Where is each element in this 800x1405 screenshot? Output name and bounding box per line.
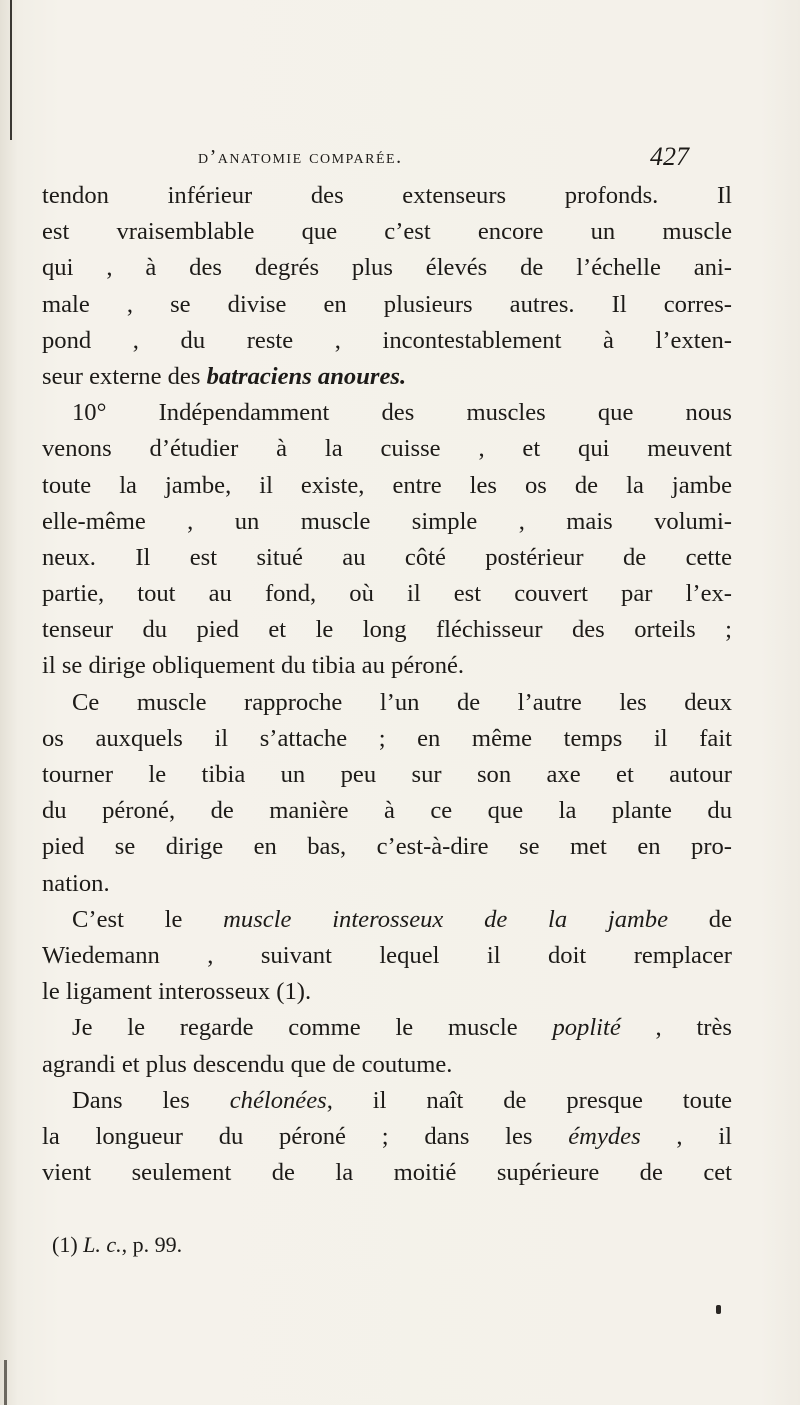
text-segment: Dans les bbox=[72, 1086, 230, 1114]
text-line bbox=[42, 287, 732, 323]
text-segment: pond , du reste , incontestablement à l’exten- bbox=[42, 326, 732, 354]
text-line bbox=[42, 214, 732, 250]
text-segment: venons d’étudier à la cuisse , et qui meuvent bbox=[42, 435, 732, 463]
footnote-page: , p. 99. bbox=[121, 1232, 183, 1257]
binding-edge-bottom bbox=[4, 1360, 7, 1405]
text-line bbox=[42, 866, 732, 902]
text-segment: est vraisemblable que c’est encore un muscle bbox=[42, 218, 732, 246]
text-segment: seur externe des bbox=[42, 362, 207, 390]
text-segment: vient seulement de la moitié supérieure de cet bbox=[42, 1159, 732, 1187]
italic-term: chélonées bbox=[229, 1086, 327, 1114]
text-segment: , très bbox=[620, 1014, 732, 1042]
text-segment: Wiedemann , suivant lequel il doit remplacer bbox=[42, 941, 732, 969]
body-text bbox=[42, 178, 732, 1191]
running-head bbox=[198, 142, 698, 174]
text-line bbox=[42, 685, 732, 721]
text-line bbox=[42, 721, 732, 757]
text-segment: agrandi et plus descendu que de coutume. bbox=[42, 1050, 453, 1078]
page-number: 427 bbox=[650, 142, 689, 171]
text-line bbox=[42, 576, 732, 612]
text-segment: du péroné, de manière à ce que la plante du bbox=[42, 797, 732, 825]
text-line bbox=[42, 1047, 732, 1083]
text-segment: Ce muscle rapproche l’un de l’autre les deux bbox=[72, 688, 732, 716]
ink-speck bbox=[716, 1305, 721, 1314]
text-segment: elle-même , un muscle simple , mais volumi- bbox=[42, 507, 732, 535]
text-segment: pied se dirige en bas, c’est-à-dire se met en pro- bbox=[42, 833, 732, 861]
text-segment: male , se divise en plusieurs autres. Il corres- bbox=[42, 290, 732, 318]
italic-term: émydes bbox=[568, 1122, 641, 1150]
text-line bbox=[42, 323, 732, 359]
text-line bbox=[42, 1119, 732, 1155]
text-line bbox=[42, 178, 732, 214]
text-segment: os auxquels il s’attache ; en même temps il fait bbox=[42, 724, 732, 752]
text-line bbox=[42, 612, 732, 648]
text-segment: le ligament interosseux (1). bbox=[42, 978, 312, 1006]
text-line bbox=[42, 1010, 732, 1046]
text-line bbox=[42, 1083, 732, 1119]
text-line bbox=[42, 938, 732, 974]
running-title: d’anatomie comparée. bbox=[198, 146, 403, 168]
text-segment: C’est le bbox=[72, 905, 224, 933]
text-line bbox=[42, 902, 732, 938]
italic-term: batraciens anoures. bbox=[206, 362, 407, 390]
text-segment: la longueur du péroné ; dans les bbox=[42, 1122, 569, 1150]
text-segment: toute la jambe, il existe, entre les os de la jambe bbox=[42, 471, 732, 499]
text-line bbox=[42, 431, 732, 467]
text-line bbox=[42, 1155, 732, 1191]
footnote-marker: (1) bbox=[52, 1232, 78, 1257]
text-line bbox=[42, 648, 732, 684]
binding-edge bbox=[10, 0, 12, 140]
footnote-reference: L. c. bbox=[83, 1232, 122, 1257]
text-line bbox=[42, 974, 732, 1010]
text-line bbox=[42, 757, 732, 793]
text-line bbox=[42, 504, 732, 540]
text-line bbox=[42, 359, 732, 395]
text-line bbox=[42, 540, 732, 576]
text-segment: de bbox=[668, 905, 732, 933]
footnote bbox=[52, 1232, 182, 1258]
text-segment: nation. bbox=[42, 869, 110, 897]
text-segment: il se dirige obliquement du tibia au péroné. bbox=[42, 652, 465, 680]
text-line bbox=[42, 793, 732, 829]
text-segment: , il naît de presque toute bbox=[326, 1086, 732, 1114]
text-segment: tendon inférieur des extenseurs profonds. Il bbox=[42, 182, 732, 209]
text-segment: tenseur du pied et le long fléchisseur des orteils ; bbox=[42, 616, 732, 644]
text-line bbox=[42, 250, 732, 286]
italic-term: muscle interosseux de la jambe bbox=[223, 905, 669, 933]
text-segment: qui , à des degrés plus élevés de l’échelle ani- bbox=[42, 254, 732, 282]
text-segment: neux. Il est situé au côté postérieur de cette bbox=[42, 543, 732, 571]
text-segment: 10° Indépendamment des muscles que nous bbox=[72, 399, 732, 427]
text-line bbox=[42, 395, 732, 431]
italic-term: poplité bbox=[552, 1014, 621, 1042]
text-segment: , il bbox=[640, 1122, 732, 1150]
text-line bbox=[42, 468, 732, 504]
text-line bbox=[42, 829, 732, 865]
text-segment: tourner le tibia un peu sur son axe et autour bbox=[42, 761, 732, 788]
text-segment: partie, tout au fond, où il est couvert par l’ex- bbox=[42, 580, 732, 608]
text-segment: Je le regarde comme le muscle bbox=[72, 1014, 553, 1042]
